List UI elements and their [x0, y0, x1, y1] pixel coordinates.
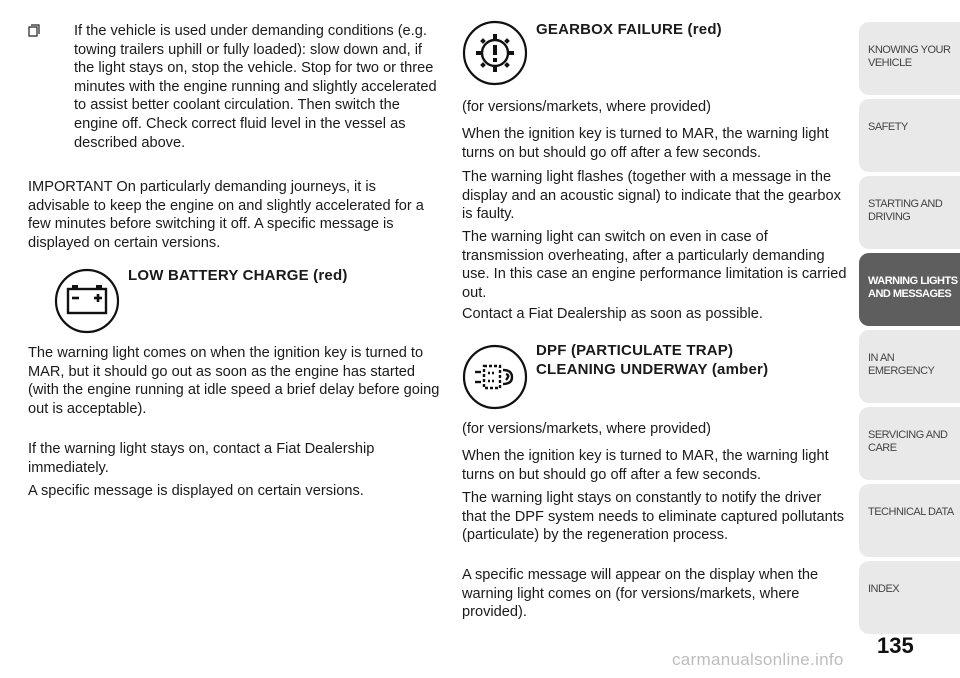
tab-technical-data[interactable]	[859, 484, 960, 557]
dpf-paragraph-3: The warning light stays on constantly to notify the driver that the DPF system needs to eliminate captured pollutants (particulate) by the regeneration process.	[462, 490, 845, 544]
tab-safety[interactable]	[859, 99, 960, 172]
tab-servicing-and-care[interactable]	[859, 407, 960, 480]
gearbox-paragraph-3: The warning light flashes (together with a message in the display and an acoustic signal) to indicate that the gearbox is faulty.	[462, 169, 841, 223]
tab-in-an-emergency[interactable]	[859, 330, 960, 403]
bullet-item	[28, 22, 440, 152]
gearbox-heading: GEARBOX FAILURE (red)	[536, 21, 722, 38]
dpf-paragraph-2: When the ignition key is turned to MAR, the warning light turns on but should go off after a few seconds.	[462, 448, 829, 483]
gearbox-paragraph-1: (for versions/markets, where provided)	[462, 99, 711, 115]
battery-icon	[54, 268, 120, 334]
chapter-tabs	[859, 22, 960, 638]
tab-label-line-2: VEHICLE	[868, 57, 912, 69]
dpf-heading-line-1: DPF (PARTICULATE TRAP)	[536, 342, 734, 359]
tab-index[interactable]	[859, 561, 960, 634]
battery-paragraph-1: The warning light comes on when the ignition key is turned to MAR, but it should go out as soon as the engine has started (with the engine running at idle speed a brief delay before going out is acceptable).	[28, 345, 440, 417]
dpf-heading-line-2: CLEANING UNDERWAY (amber)	[536, 361, 769, 378]
watermark: carmanualsonline.info	[672, 650, 844, 669]
tab-label-line-1: IN AN EMERGENCY	[868, 352, 935, 377]
tab-label-line-2: CARE	[868, 442, 897, 454]
tab-label-line-1: TECHNICAL DATA	[868, 506, 954, 518]
tab-label-line-1: KNOWING YOUR	[868, 44, 951, 56]
dpf-paragraph-4: A specific message will appear on the display when the warning light comes on (for versions/markets, where provided).	[462, 567, 819, 621]
battery-paragraph-3: A specific message is displayed on certain versions.	[28, 483, 364, 499]
tab-label-line-1: SERVICING AND	[868, 429, 948, 441]
tab-label-line-2: DRIVING	[868, 211, 911, 223]
dpf-heading	[536, 341, 846, 379]
gearbox-paragraph-4: The warning light can switch on even in case of transmission overheating, after a particularly demanding use. In this case an engine performance limitation is carried out.	[462, 229, 847, 301]
bullet-text: If the vehicle is used under demanding conditions (e.g. towing trailers uphill or fully loaded): slow down and, if the light stays on, stop the vehicle. Stop for two or three minutes with the engine running and slightly accelerated to assist better coolant circulation. Then switch the engine off. Check correct fluid level in the vessel as described above.	[74, 23, 437, 151]
important-note: IMPORTANT On particularly demanding journeys, it is advisable to keep the engine on and slightly accelerated for a few minutes before switching it off. A specific message is displayed on certain versions.	[28, 179, 424, 251]
gearbox-icon	[462, 20, 528, 86]
tab-starting-and-driving[interactable]	[859, 176, 960, 249]
tab-label-line-2: AND MESSAGES	[868, 288, 952, 300]
tab-warning-lights-and-messages[interactable]	[859, 253, 960, 326]
battery-paragraph-2: If the warning light stays on, contact a Fiat Dealership immediately.	[28, 441, 375, 476]
tab-label-line-1: SAFETY	[868, 121, 908, 133]
gearbox-paragraph-2: When the ignition key is turned to MAR, the warning light turns on but should go off after a few seconds.	[462, 126, 829, 161]
tab-label-line-1: WARNING LIGHTS	[868, 275, 958, 287]
page-number: 135	[877, 633, 914, 658]
battery-heading: LOW BATTERY CHARGE (red)	[128, 267, 348, 284]
tab-label-line-1: INDEX	[868, 583, 900, 595]
dpf-paragraph-1: (for versions/markets, where provided)	[462, 421, 711, 437]
bullet-marker-icon	[28, 24, 40, 37]
dpf-icon	[462, 344, 528, 410]
tab-label-line-1: STARTING AND	[868, 198, 943, 210]
tab-knowing-your-vehicle[interactable]	[859, 22, 960, 95]
gearbox-paragraph-5: Contact a Fiat Dealership as soon as possible.	[462, 306, 763, 322]
